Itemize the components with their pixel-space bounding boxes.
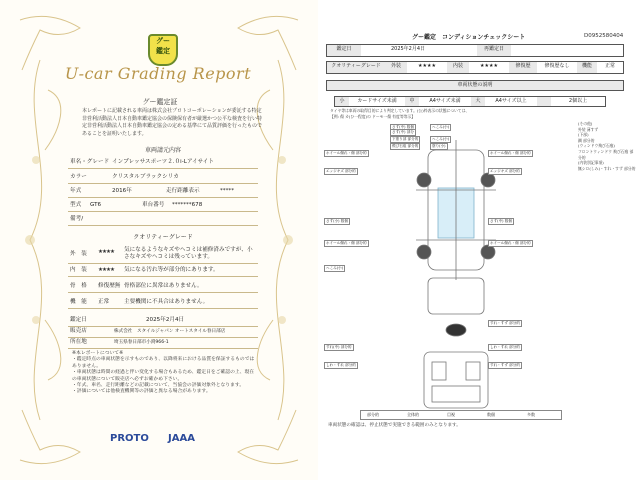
damage-label: 飛び石痕 部分的 — [392, 144, 419, 148]
damage-label: 下塗り部 部分的 — [392, 137, 419, 141]
certificate-paragraph: 本レポートに記載される車両は株式会社プロトコーポレーションが委託する特定非営利活動法人日本自動車鑑定協会の保険保有者が厳選かつ公平な検査を行い特定非営利活動法人日本自動車鑑定協会の定める基準にて品質評価を行ったものであることを証明いたします。 — [82, 108, 263, 137]
location-row: 所在地 埼玉県春日部市小渕966-1 — [68, 337, 258, 349]
bottom-note: 車両状態の確認は、停止状態で実施できる範囲のみとなります。 — [328, 423, 461, 428]
damage-label: すれ(中) 部分的 — [326, 345, 352, 349]
vehicle-row: 年式 2016年 走行距離表示 ***** — [68, 186, 258, 198]
proto-logo: PROTO — [110, 433, 149, 444]
quality-row: 機 能 正常 主要機関に不具合はありません。 — [68, 297, 258, 309]
damage-label: エッジキズ 部分的 — [326, 169, 356, 173]
damage-label: しわ・すれ 部分的 — [326, 363, 356, 367]
damage-label: ヘこみ(小) — [432, 125, 450, 129]
damage-label: しわ・すれ 部分的 — [490, 345, 520, 349]
certificate-title: U-car Grading Report — [64, 64, 252, 83]
description-heading: 車両状態の説明 — [326, 80, 624, 91]
vehicle-heading: 車両請元内容 — [144, 147, 181, 154]
damage-label: ヘこみ(小) — [432, 137, 450, 141]
damage-label: ホイール傷れ・傷 部分的 — [490, 151, 531, 155]
certificate-subtitle: グー鑑定証 — [142, 98, 178, 106]
quality-heading: クオリティーグレード — [133, 234, 193, 241]
grading-certificate — [0, 0, 318, 480]
quality-row: 内 装 ★★★★ 気になる汚れ等が部分的にあります。 — [68, 265, 258, 277]
damage-label: ホイール傷れ・傷 部分的 — [490, 241, 531, 245]
goo-badge-logo: グー 鑑定 — [148, 34, 178, 66]
vehicle-row: 備考/ — [68, 214, 258, 226]
date-row: 鑑定日 2025年2月4日 — [68, 315, 258, 327]
damage-label: さす(中) 数個 — [392, 125, 414, 129]
damage-label: ホイール傷れ・傷 部分的 — [326, 241, 367, 245]
date-table: 鑑定日 2025年2月4日 再鑑定日 — [326, 44, 624, 57]
vehicle-row: カラー クリスタルブラックシリカ — [68, 172, 258, 184]
damage-label: エッジキズ 部分的 — [490, 169, 520, 173]
damage-label: さす(中) 部分 — [392, 130, 414, 134]
jaaa-logo: JAAA — [168, 433, 195, 444]
damage-label: さす(中) 数個 — [490, 219, 512, 223]
vehicle-row: 車名・グレード インプレッサスポーツ２.０i-Lアイサイト — [68, 157, 258, 169]
document-id: D0952580404 — [584, 33, 624, 39]
legend-note-example: 【例: 傷 カ(ひ一程度)の ドーモ一傷 有度等等示】 — [330, 114, 416, 119]
size-legend-row: 小 カードサイズ未満 中 A4サイズ未満 大 A4サイズ以上 2個以上 — [334, 96, 606, 107]
damage-label: ホイール傷れ・傷 部分的 — [326, 151, 367, 155]
condition-check-sheet — [320, 0, 640, 480]
quality-row: 骨 格 修復歴無 骨格部位に異常はありません。 — [68, 281, 258, 293]
damage-label: さす(小) 数個 — [326, 219, 348, 223]
damage-label: すれ・すず 部分的 — [490, 363, 520, 367]
quality-row: 外 装 ★★★★ 気になるようなキズやヘコミは補修済みですが、小さなキズやヘコミは残っています。 — [68, 245, 258, 264]
damage-label: 塗り(小) — [432, 144, 446, 148]
grade-table: クオリティーグレード 外装 ★★★★ 内装 ★★★★ 修復歴 修復歴なし 機能 正常 — [326, 61, 624, 74]
vehicle-row: 型式 GT6 車台番号 *******678 — [68, 200, 258, 212]
legend-note: タイヤ等は車両の取得目的により判定しています。(公)枠表示の状態については、 — [330, 108, 470, 113]
certificate-notes: ※本レポートについて※ ・鑑定時点の車両状態を示すものであり、以降将来における品質を保証するものではありません。 ・車両状態は時間の経過と伴い変化する場合もあるため、鑑定日をご確認の上、現在の車両状態について販売店へ必ずお確かめ下さい。 ・年式、車名、走行距離などの記載について、当協会の評価対象外となります。 ・評価については他検査機関等の評価と異なる場合があります。 — [72, 351, 255, 395]
damage-label: すれ・すず 部分的 — [490, 321, 520, 325]
damage-label: ヘこみ(小) — [326, 266, 344, 270]
bottom-legend: 部分的 全体的 目視 数個 多数 — [360, 410, 562, 420]
other-notes: (その他) 外装 薄すず (下部) 鋼 部分的 (ウィンドウ飛び石痕) フロントウィンドウ 飛び石痕 部分的 (内装別記事項) 無シロ(しみ)・すれ・すず 部分的 — [578, 121, 636, 171]
sheet-title: グー鑑定 コンディションチェックシート — [412, 34, 526, 41]
seller-row: 販売店 株式会社 スタイルジャパン オートスタイル春日部店 — [68, 326, 258, 338]
